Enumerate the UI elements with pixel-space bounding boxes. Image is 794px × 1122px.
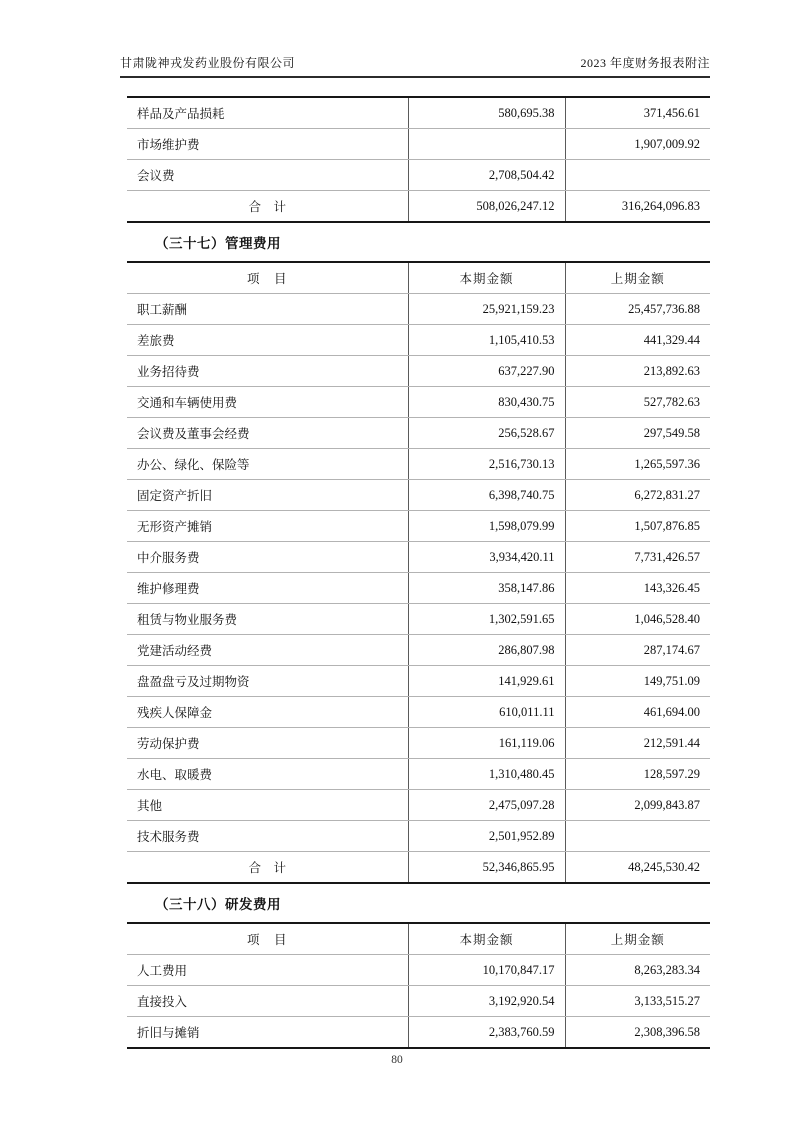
item-cell: 市场维护费	[127, 129, 408, 160]
prior-period-column-header: 上期金额	[565, 923, 710, 955]
table-row	[127, 666, 710, 697]
header-row	[127, 923, 710, 955]
prior-amount-cell: 316,264,096.83	[565, 191, 710, 223]
doc-title: 2023 年度财务报表附注	[580, 56, 710, 70]
current-amount-cell: 256,528.67	[408, 418, 565, 449]
prior-amount-cell: 461,694.00	[565, 697, 710, 728]
table-row	[127, 852, 710, 884]
item-cell: 折旧与摊销	[127, 1017, 408, 1049]
prior-amount-cell	[565, 160, 710, 191]
item-cell: 水电、取暖费	[127, 759, 408, 790]
prior-amount-cell: 1,907,009.92	[565, 129, 710, 160]
current-amount-cell: 2,708,504.42	[408, 160, 565, 191]
table-row	[127, 604, 710, 635]
current-amount-cell: 637,227.90	[408, 356, 565, 387]
current-amount-cell: 1,310,480.45	[408, 759, 565, 790]
current-amount-cell: 1,105,410.53	[408, 325, 565, 356]
prior-amount-cell: 212,591.44	[565, 728, 710, 759]
admin-expense-table-head	[127, 262, 710, 294]
item-cell: 会议费及董事会经费	[127, 418, 408, 449]
prior-amount-cell: 25,457,736.88	[565, 294, 710, 325]
table-row	[127, 97, 710, 129]
table-row	[127, 955, 710, 986]
admin-expense-table	[127, 261, 710, 884]
current-amount-cell: 52,346,865.95	[408, 852, 565, 884]
current-amount-cell: 6,398,740.75	[408, 480, 565, 511]
prior-amount-cell: 143,326.45	[565, 573, 710, 604]
rd-expense-table	[127, 922, 710, 1049]
current-amount-cell: 508,026,247.12	[408, 191, 565, 223]
prior-amount-cell: 2,099,843.87	[565, 790, 710, 821]
table-row	[127, 160, 710, 191]
prior-amount-cell: 6,272,831.27	[565, 480, 710, 511]
item-cell: 维护修理费	[127, 573, 408, 604]
prior-amount-cell: 213,892.63	[565, 356, 710, 387]
item-cell: 固定资产折旧	[127, 480, 408, 511]
company-name: 甘肃陇神戎发药业股份有限公司	[120, 56, 296, 70]
current-amount-cell: 141,929.61	[408, 666, 565, 697]
item-cell: 合 计	[127, 191, 408, 223]
item-cell: 职工薪酬	[127, 294, 408, 325]
table-row	[127, 573, 710, 604]
table-row	[127, 759, 710, 790]
prior-amount-cell: 8,263,283.34	[565, 955, 710, 986]
prior-amount-cell: 441,329.44	[565, 325, 710, 356]
item-cell: 样品及产品损耗	[127, 97, 408, 129]
item-cell: 合 计	[127, 852, 408, 884]
table-row	[127, 790, 710, 821]
item-column-header: 项 目	[127, 262, 408, 294]
current-amount-cell: 610,011.11	[408, 697, 565, 728]
prior-amount-cell: 7,731,426.57	[565, 542, 710, 573]
page-footer	[0, 1054, 794, 1066]
prior-amount-cell: 3,133,515.27	[565, 986, 710, 1017]
prior-amount-cell	[565, 821, 710, 852]
table-row	[127, 480, 710, 511]
prior-amount-cell: 2,308,396.58	[565, 1017, 710, 1049]
section-title-admin-expense: （三十七）管理费用	[155, 236, 281, 251]
current-amount-cell: 3,192,920.54	[408, 986, 565, 1017]
prior-period-column-header: 上期金额	[565, 262, 710, 294]
item-cell: 无形资产摊销	[127, 511, 408, 542]
item-column-header: 项 目	[127, 923, 408, 955]
prior-amount-cell: 1,046,528.40	[565, 604, 710, 635]
current-amount-cell: 358,147.86	[408, 573, 565, 604]
table-row	[127, 449, 710, 480]
current-amount-cell: 10,170,847.17	[408, 955, 565, 986]
table-row	[127, 986, 710, 1017]
section-title-rd-expense: （三十八）研发费用	[155, 897, 281, 912]
item-cell: 其他	[127, 790, 408, 821]
table-row	[127, 129, 710, 160]
current-amount-cell: 161,119.06	[408, 728, 565, 759]
item-cell: 技术服务费	[127, 821, 408, 852]
item-cell: 办公、绿化、保险等	[127, 449, 408, 480]
current-amount-cell: 2,501,952.89	[408, 821, 565, 852]
current-period-column-header: 本期金额	[408, 923, 565, 955]
item-cell: 差旅费	[127, 325, 408, 356]
table-row	[127, 1017, 710, 1049]
current-amount-cell: 2,516,730.13	[408, 449, 565, 480]
current-amount-cell: 3,934,420.11	[408, 542, 565, 573]
rd-expense-table-head	[127, 923, 710, 955]
table-row	[127, 294, 710, 325]
page-number: 80	[391, 1054, 403, 1066]
item-cell: 直接投入	[127, 986, 408, 1017]
item-cell: 劳动保护费	[127, 728, 408, 759]
current-amount-cell	[408, 129, 565, 160]
current-amount-cell: 580,695.38	[408, 97, 565, 129]
current-amount-cell: 1,598,079.99	[408, 511, 565, 542]
item-cell: 盘盈盘亏及过期物资	[127, 666, 408, 697]
table-row	[127, 821, 710, 852]
prior-amount-cell: 1,265,597.36	[565, 449, 710, 480]
table-row	[127, 542, 710, 573]
prior-amount-cell: 297,549.58	[565, 418, 710, 449]
item-cell: 残疾人保障金	[127, 697, 408, 728]
prior-amount-cell: 1,507,876.85	[565, 511, 710, 542]
item-cell: 中介服务费	[127, 542, 408, 573]
item-cell: 会议费	[127, 160, 408, 191]
page-header	[120, 54, 710, 78]
header-row	[127, 262, 710, 294]
page-content	[127, 96, 710, 1049]
prior-amount-cell: 149,751.09	[565, 666, 710, 697]
table-row	[127, 356, 710, 387]
prior-amount-cell: 527,782.63	[565, 387, 710, 418]
table-row	[127, 511, 710, 542]
prior-amount-cell: 287,174.67	[565, 635, 710, 666]
current-period-column-header: 本期金额	[408, 262, 565, 294]
current-amount-cell: 1,302,591.65	[408, 604, 565, 635]
item-cell: 业务招待费	[127, 356, 408, 387]
prior-amount-cell: 371,456.61	[565, 97, 710, 129]
table-row	[127, 635, 710, 666]
prior-amount-cell: 48,245,530.42	[565, 852, 710, 884]
table-row	[127, 325, 710, 356]
item-cell: 党建活动经费	[127, 635, 408, 666]
item-cell: 交通和车辆使用费	[127, 387, 408, 418]
table-row	[127, 191, 710, 223]
item-cell: 人工费用	[127, 955, 408, 986]
prior-amount-cell: 128,597.29	[565, 759, 710, 790]
current-amount-cell: 830,430.75	[408, 387, 565, 418]
current-amount-cell: 286,807.98	[408, 635, 565, 666]
current-amount-cell: 2,383,760.59	[408, 1017, 565, 1049]
item-cell: 租赁与物业服务费	[127, 604, 408, 635]
current-amount-cell: 2,475,097.28	[408, 790, 565, 821]
table-row	[127, 387, 710, 418]
table-row	[127, 697, 710, 728]
selling-expense-tail-table	[127, 96, 710, 223]
table-row	[127, 418, 710, 449]
table-row	[127, 728, 710, 759]
current-amount-cell: 25,921,159.23	[408, 294, 565, 325]
